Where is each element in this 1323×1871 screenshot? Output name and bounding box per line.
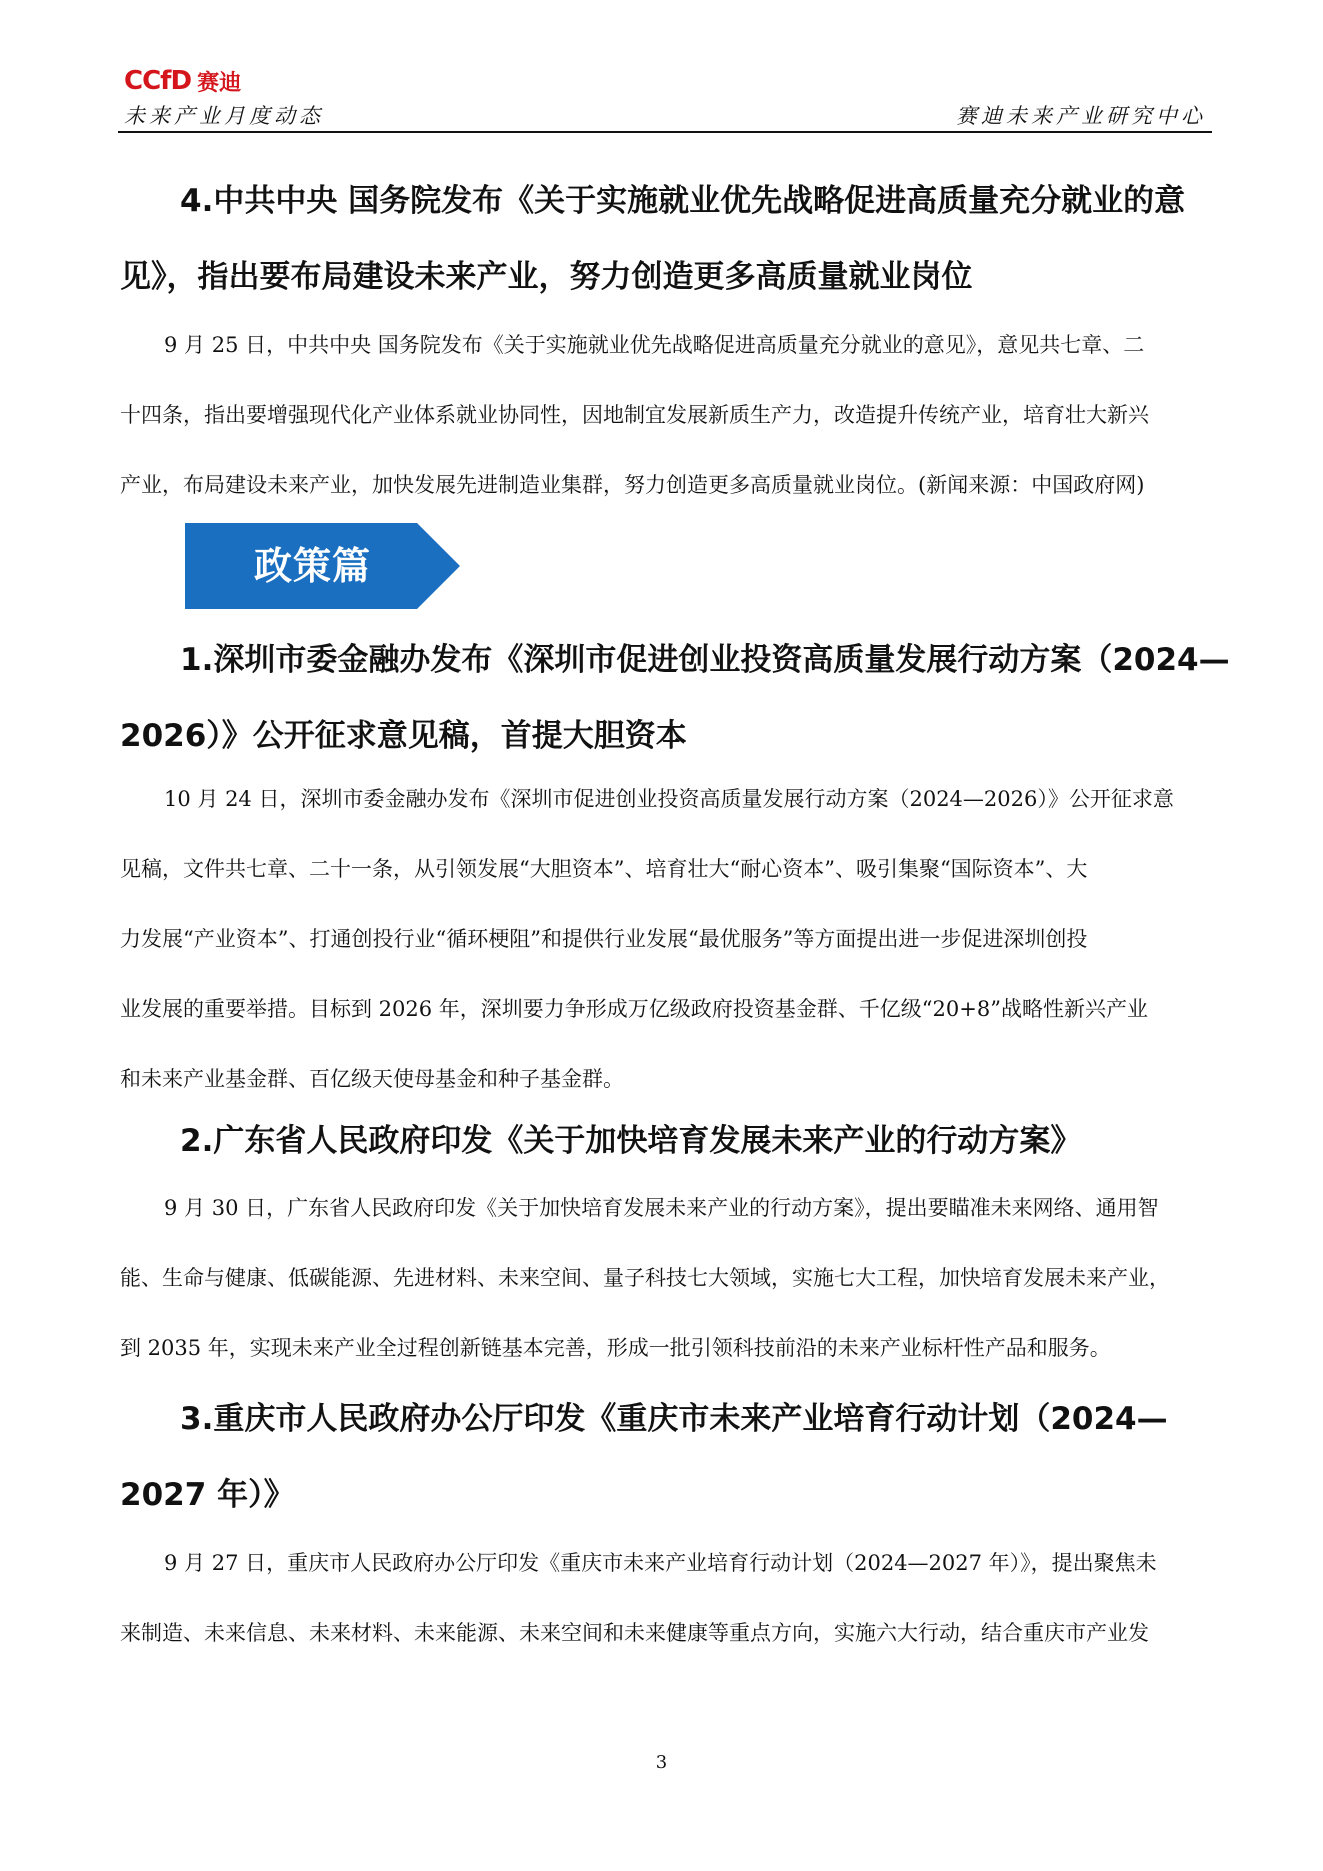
body-line: 9 月 25 日，中共中央 国务院发布《关于实施就业优先战略促进高质量充分就业的意见》，意见共七章、二 [164, 333, 1145, 357]
header-right-title: 赛迪未来产业研究中心 [956, 104, 1206, 128]
item-4-body [120, 310, 1212, 520]
section-banner [185, 523, 460, 609]
header-divider [118, 131, 1212, 133]
heading-line: 2027 年）》 [120, 1477, 295, 1513]
logo-ccid-text: CCfD [124, 66, 192, 96]
heading-line: 2026）》公开征求意见稿，首提大胆资本 [120, 718, 687, 754]
item-3-body [120, 1528, 1212, 1668]
heading-line: 1.深圳市委金融办发布《深圳市促进创业投资高质量发展行动方案（2024— [180, 642, 1230, 678]
body-line: 业发展的重要举措。目标到 2026 年，深圳要力争形成万亿级政府投资基金群、千亿级“20+8”战略性新兴产业 [120, 997, 1148, 1021]
body-line: 来制造、未来信息、未来材料、未来能源、未来空间和未来健康等重点方向，实施六大行动，结合重庆市产业发 [120, 1621, 1149, 1645]
header-left-title: 未来产业月度动态 [124, 104, 324, 128]
banner-title: 政策篇 [253, 544, 371, 588]
body-line: 十四条，指出要增强现代化产业体系就业协同性，因地制宜发展新质生产力，改造提升传统产业，培育壮大新兴 [120, 403, 1149, 427]
item-3-heading [120, 1381, 1212, 1533]
body-line: 9 月 30 日，广东省人民政府印发《关于加快培育发展未来产业的行动方案》，提出要瞄准未来网络、通用智 [164, 1196, 1159, 1220]
body-line: 产业，布局建设未来产业，加快发展先进制造业集群，努力创造更多高质量就业岗位。(新闻来源：中国政府网) [120, 473, 1145, 497]
ccid-logo [124, 66, 241, 96]
item-1-heading [120, 622, 1230, 774]
page-header [118, 58, 1212, 133]
heading-line: 见》，指出要布局建设未来产业，努力创造更多高质量就业岗位 [120, 259, 973, 295]
body-line: 力发展“产业资本”、打通创投行业“循环梗阻”和提供行业发展“最优服务”等方面提出进一步促进深圳创投 [120, 927, 1088, 951]
item-1-body [120, 764, 1212, 1114]
body-line: 10 月 24 日，深圳市委金融办发布《深圳市促进创业投资高质量发展行动方案（2024—2026）》公开征求意 [164, 787, 1174, 811]
body-line: 能、生命与健康、低碳能源、先进材料、未来空间、量子科技七大领域，实施七大工程，加快培育发展未来产业， [120, 1266, 1170, 1290]
item-4-heading [120, 163, 1212, 315]
body-line: 见稿，文件共七章、二十一条，从引领发展“大胆资本”、培育壮大“耐心资本”、吸引集聚“国际资本”、大 [120, 857, 1088, 881]
heading-line: 2.广东省人民政府印发《关于加快培育发展未来产业的行动方案》 [180, 1123, 1082, 1159]
item-2-heading [120, 1103, 1212, 1179]
body-line: 到 2035 年，实现未来产业全过程创新链基本完善，形成一批引领科技前沿的未来产业标杆性产品和服务。 [120, 1336, 1111, 1360]
heading-line: 4.中共中央 国务院发布《关于实施就业优先战略促进高质量充分就业的意 [180, 183, 1186, 219]
logo-cn-text: 赛迪 [197, 70, 242, 96]
heading-line: 3.重庆市人民政府办公厅印发《重庆市未来产业培育行动计划（2024— [180, 1401, 1168, 1437]
body-line: 9 月 27 日，重庆市人民政府办公厅印发《重庆市未来产业培育行动计划（2024—2027 年）》，提出聚焦未 [164, 1551, 1157, 1575]
item-2-body [120, 1173, 1212, 1383]
page-number: 3 [655, 1752, 668, 1773]
body-line: 和未来产业基金群、百亿级天使母基金和种子基金群。 [120, 1067, 624, 1091]
